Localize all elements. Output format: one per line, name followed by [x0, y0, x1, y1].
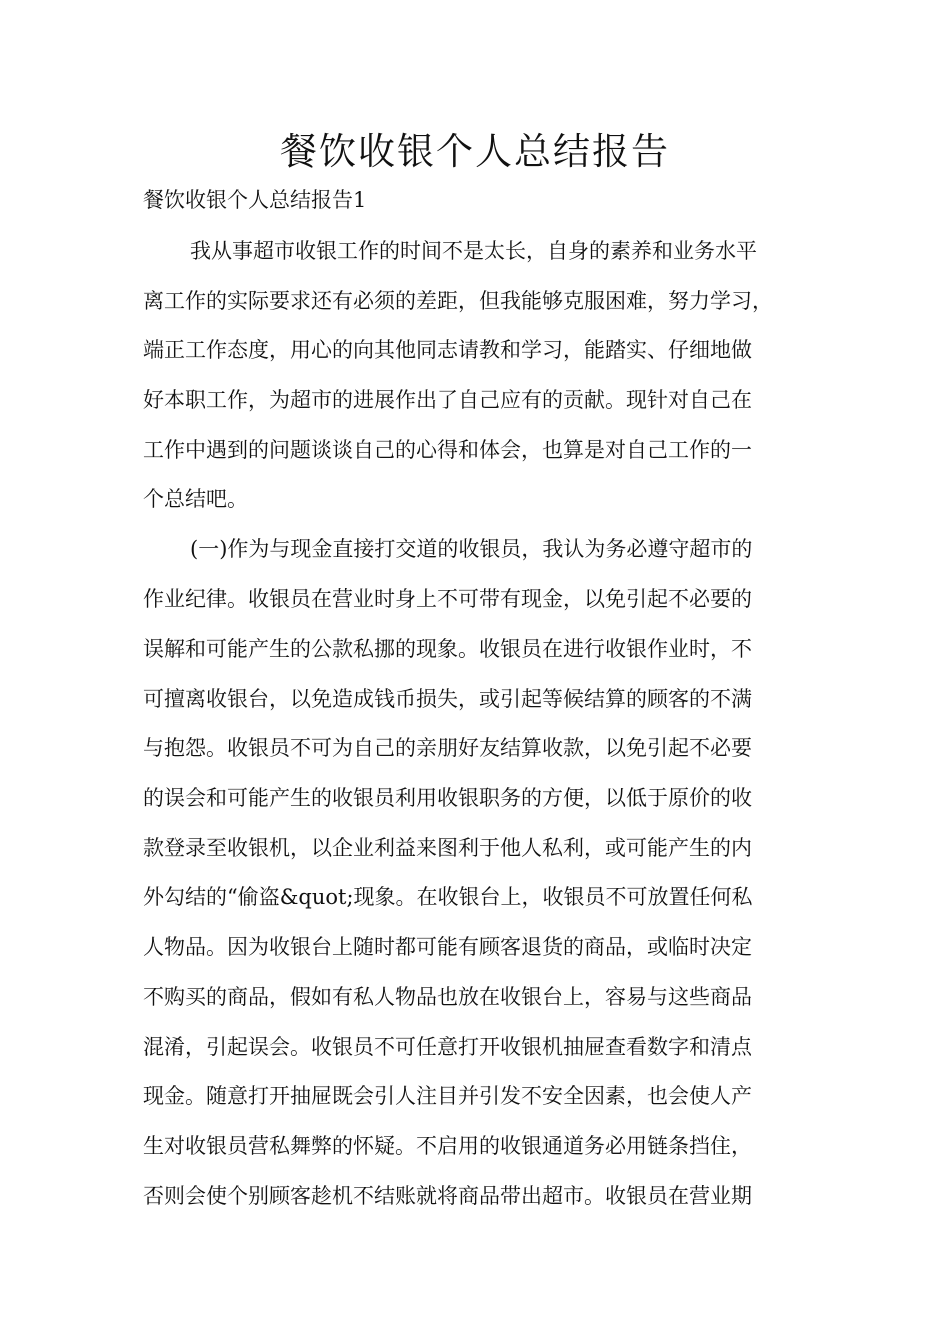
paragraph-line: 人物品。因为收银台上随时都可能有顾客退货的商品，或临时决定 [143, 935, 752, 959]
paragraph-line: 与抱怨。收银员不可为自己的亲朋好友结算收款，以免引起不必要 [143, 736, 752, 760]
paragraph-line: 款登录至收银机，以企业利益来图利于他人私利，或可能产生的内 [143, 836, 752, 860]
paragraph-line: 离工作的实际要求还有必须的差距，但我能够克服困难，努力学习， [143, 289, 773, 313]
paragraph-line: 作业纪律。收银员在营业时身上不可带有现金，以免引起不必要的 [143, 587, 752, 611]
paragraph-line: 个总结吧。 [143, 487, 248, 511]
paragraph-line: (一)作为与现金直接打交道的收银员，我认为务必遵守超市的 [190, 537, 753, 561]
document-title: 餐饮收银个人总结报告 [280, 130, 670, 173]
paragraph-line: 生对收银员营私舞弊的怀疑。不启用的收银通道务必用链条挡住， [143, 1134, 752, 1158]
paragraph-line: 混淆，引起误会。收银员不可任意打开收银机抽屉查看数字和清点 [143, 1035, 752, 1059]
paragraph-line: 好本职工作，为超市的进展作出了自己应有的贡献。现针对自己在 [143, 388, 752, 412]
paragraph-line: 的误会和可能产生的收银员利用收银职务的方便，以低于原价的收 [143, 786, 752, 810]
paragraph-line: 现金。随意打开抽屉既会引人注目并引发不安全因素，也会使人产 [143, 1084, 752, 1108]
paragraph-line: 端正工作态度，用心的向其他同志请教和学习，能踏实、仔细地做 [143, 338, 752, 362]
paragraph-line: 否则会使个别顾客趁机不结账就将商品带出超市。收银员在营业期 [143, 1184, 752, 1208]
paragraph-line: 不购买的商品，假如有私人物品也放在收银台上，容易与这些商品 [143, 985, 752, 1009]
paragraph-line: 外勾结的“偷盗&quot;现象。在收银台上，收银员不可放置任何私 [143, 885, 753, 909]
section-heading: 餐饮收银个人总结报告1 [143, 188, 367, 212]
paragraph-line: 误解和可能产生的公款私挪的现象。收银员在进行收银作业时，不 [143, 637, 752, 661]
paragraph-line: 工作中遇到的问题谈谈自己的心得和体会，也算是对自己工作的一 [143, 438, 752, 462]
paragraph-line: 我从事超市收银工作的时间不是太长，自身的素养和业务水平 [190, 239, 757, 263]
paragraph-line: 可擅离收银台，以免造成钱币损失，或引起等候结算的顾客的不满 [143, 687, 752, 711]
